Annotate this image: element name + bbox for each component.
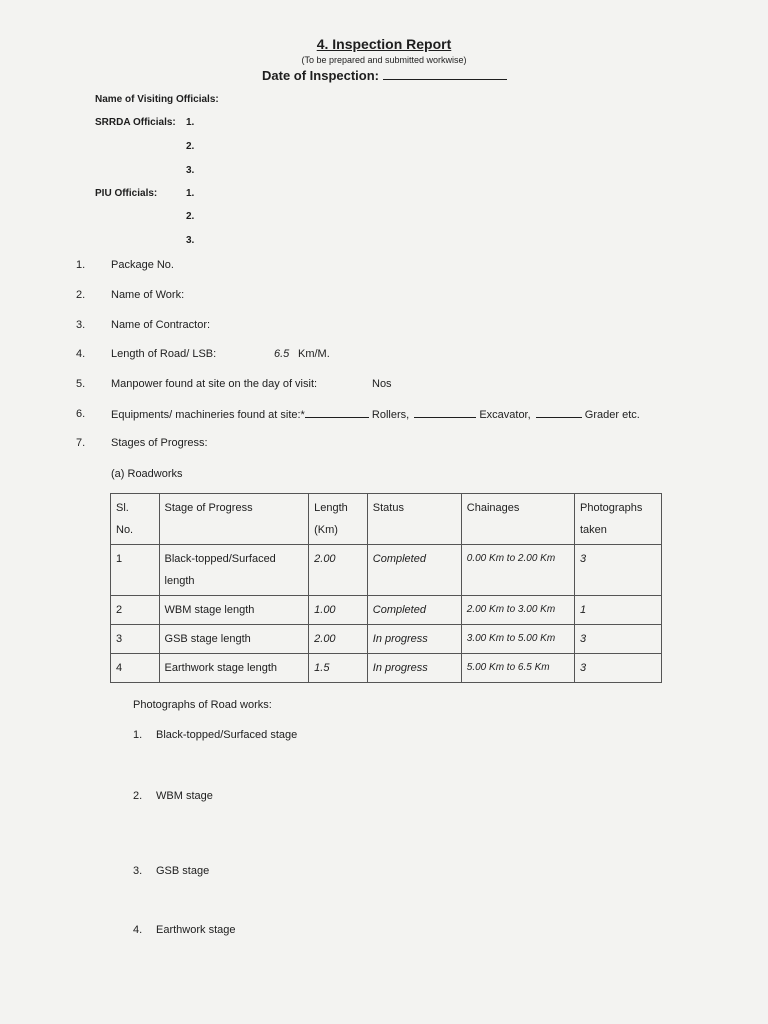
header-length: Length (Km)	[309, 494, 368, 545]
cell-status: In progress	[367, 654, 461, 683]
date-blank-line	[383, 68, 507, 80]
cell-length: 1.00	[309, 596, 368, 625]
rollers-blank	[305, 408, 369, 418]
item-number: 7.	[76, 437, 86, 449]
package-no-label: Package No.	[111, 259, 174, 271]
excavator-label: Excavator,	[479, 409, 531, 421]
srrda-number-1: 1.	[186, 117, 195, 128]
excavator-blank	[414, 408, 476, 418]
cell-sl: 2	[111, 596, 160, 625]
grader-blank	[536, 408, 582, 418]
photo-item-label: GSB stage	[156, 865, 210, 877]
cell-stage: GSB stage length	[159, 625, 309, 654]
photographs-heading: Photographs of Road works:	[133, 699, 272, 711]
header-stage: Stage of Progress	[159, 494, 309, 545]
item-number: 1.	[76, 259, 86, 271]
manpower-unit: Nos	[372, 378, 392, 390]
date-label: Date of Inspection:	[262, 68, 380, 83]
manpower-label: Manpower found at site on the day of visit:	[111, 378, 318, 390]
cell-length: 2.00	[309, 545, 368, 596]
cell-chainage: 2.00 Km to 3.00 Km	[461, 596, 574, 625]
report-title: 4. Inspection Report	[316, 36, 452, 52]
piu-number-1: 1.	[186, 188, 195, 199]
item-number: 3.	[76, 319, 86, 331]
cell-chainage: 0.00 Km to 2.00 Km	[461, 545, 574, 596]
header-status: Status	[367, 494, 461, 545]
cell-photos: 1	[575, 596, 662, 625]
cell-photos: 3	[575, 625, 662, 654]
stages-of-progress-label: Stages of Progress:	[111, 437, 208, 449]
item-number: 2.	[76, 289, 86, 301]
cell-sl: 3	[111, 625, 160, 654]
cell-stage: WBM stage length	[159, 596, 309, 625]
cell-length: 2.00	[309, 625, 368, 654]
cell-stage: Earthwork stage length	[159, 654, 309, 683]
cell-photos: 3	[575, 545, 662, 596]
table-row	[111, 545, 662, 596]
photo-item-label: Earthwork stage	[156, 924, 236, 936]
photo-item-number: 4.	[133, 924, 143, 936]
cell-status: Completed	[367, 596, 461, 625]
date-of-inspection	[262, 68, 507, 83]
srrda-number-3: 3.	[186, 165, 195, 176]
cell-photos: 3	[575, 654, 662, 683]
item-number: 6.	[76, 408, 86, 420]
road-length-value: 6.5	[274, 348, 290, 360]
cell-length: 1.5	[309, 654, 368, 683]
srrda-officials-label: SRRDA Officials:	[95, 117, 176, 128]
photo-item-number: 3.	[133, 865, 143, 877]
table-header-row	[111, 494, 662, 545]
equipment-label: Equipments/ machineries found at site:*	[111, 409, 305, 421]
cell-sl: 1	[111, 545, 160, 596]
photo-item-number: 1.	[133, 729, 143, 741]
photo-item-label: WBM stage	[156, 790, 213, 802]
photo-item-number: 2.	[133, 790, 143, 802]
report-subtitle: (To be prepared and submitted workwise)	[301, 55, 467, 65]
table-row	[111, 654, 662, 683]
grader-label: Grader etc.	[584, 409, 640, 421]
srrda-number-2: 2.	[186, 141, 195, 152]
roadworks-label: (a) Roadworks	[111, 468, 183, 480]
cell-status: Completed	[367, 545, 461, 596]
officials-heading: Name of Visiting Officials:	[95, 94, 219, 105]
name-of-work-label: Name of Work:	[111, 289, 185, 301]
photo-item-label: Black-topped/Surfaced stage	[156, 729, 298, 741]
table-row	[111, 625, 662, 654]
equipment-row	[111, 408, 640, 421]
header-photographs: Photographs taken	[575, 494, 662, 545]
piu-officials-label: PIU Officials:	[95, 188, 158, 199]
name-of-contractor-label: Name of Contractor:	[111, 319, 211, 331]
header-chainages: Chainages	[461, 494, 574, 545]
rollers-label: Rollers,	[371, 409, 410, 421]
road-length-label: Length of Road/ LSB:	[111, 348, 217, 360]
cell-status: In progress	[367, 625, 461, 654]
progress-table	[110, 493, 662, 683]
piu-number-3: 3.	[186, 235, 195, 246]
cell-sl: 4	[111, 654, 160, 683]
item-number: 4.	[76, 348, 86, 360]
cell-chainage: 5.00 Km to 6.5 Km	[461, 654, 574, 683]
piu-number-2: 2.	[186, 211, 195, 222]
road-length-unit: Km/M.	[298, 348, 330, 360]
header-sl-no: Sl. No.	[111, 494, 160, 545]
cell-stage: Black-topped/Surfaced length	[159, 545, 309, 596]
cell-chainage: 3.00 Km to 5.00 Km	[461, 625, 574, 654]
table-row	[111, 596, 662, 625]
item-number: 5.	[76, 378, 86, 390]
